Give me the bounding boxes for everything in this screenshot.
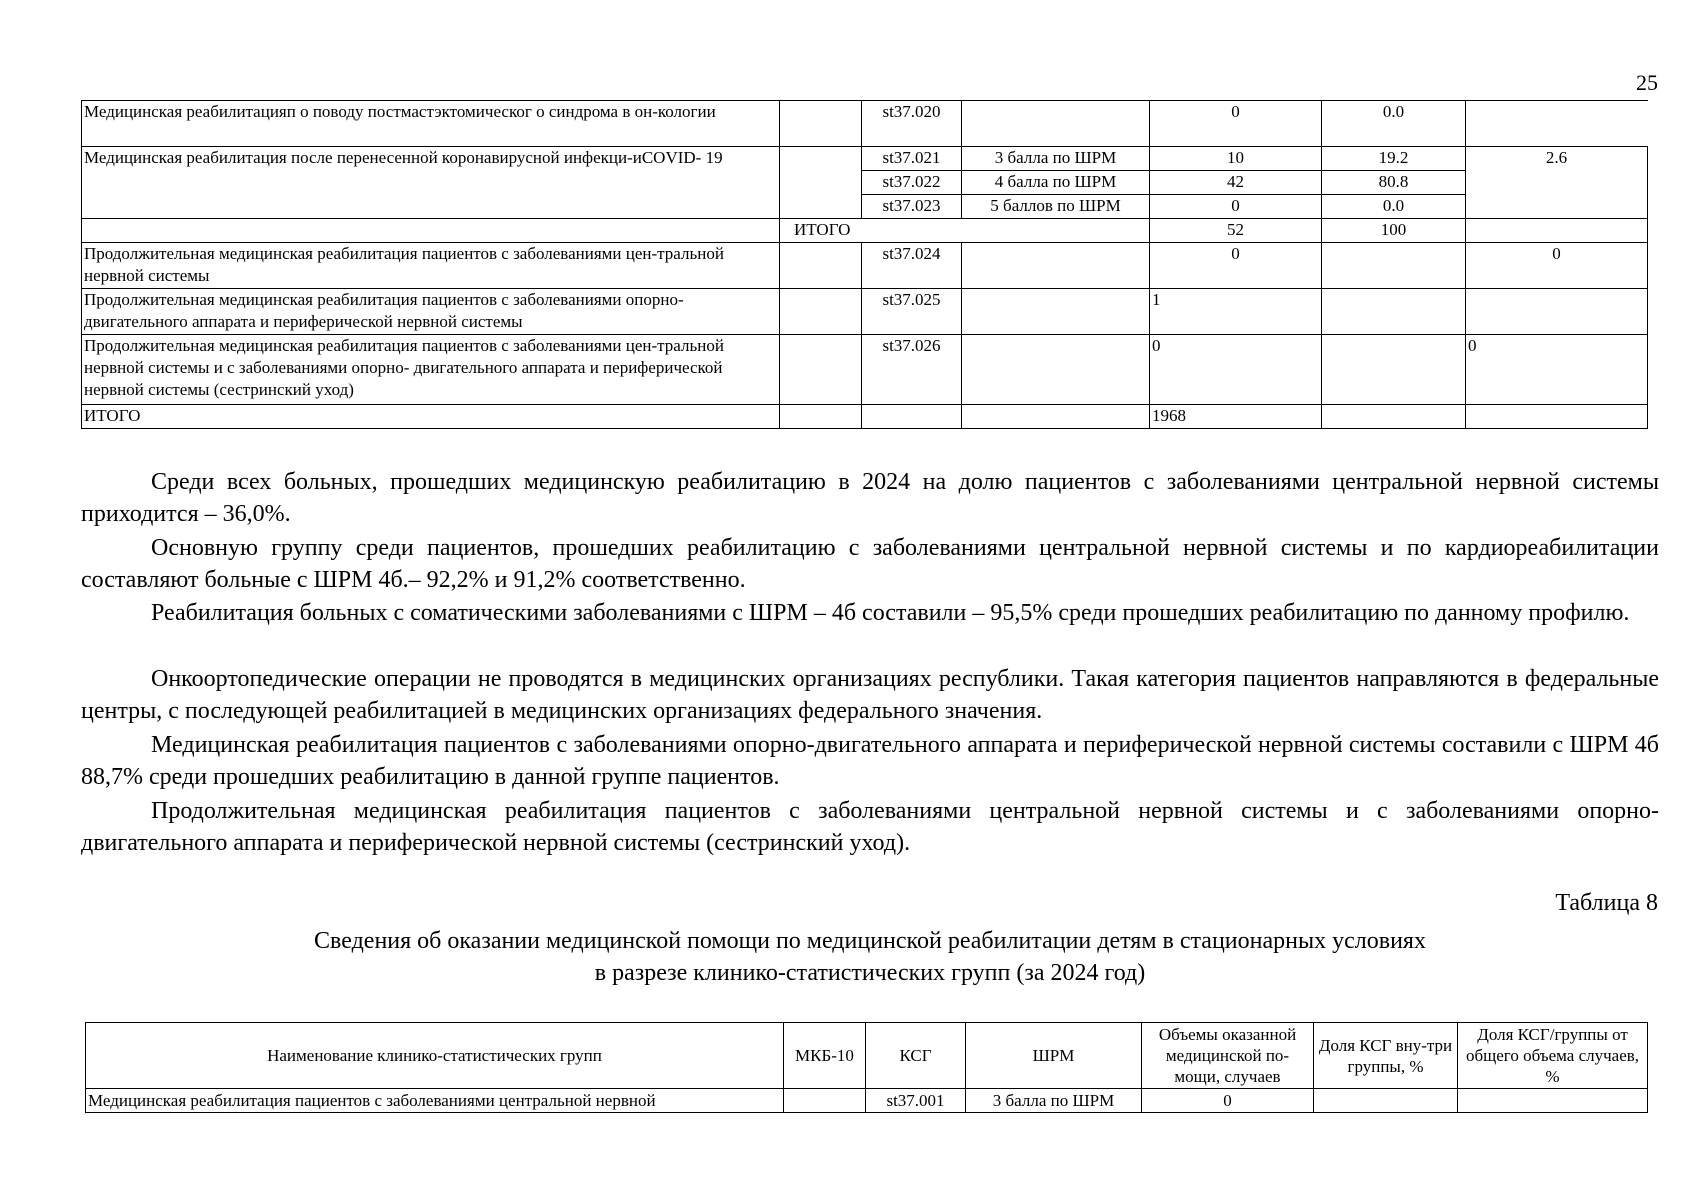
table-caption	[81, 925, 1659, 989]
share-cell	[1322, 335, 1466, 405]
mkb-cell	[780, 243, 862, 289]
paragraph: Онкоортопедические операции не проводятся в медицинских организациях республики. Такая категория пациентов направляются в федеральные центры, с последующей реабилитацией в медицинских организациях федерального значения.	[81, 666, 1659, 724]
share-cell: 0.0	[1322, 195, 1466, 219]
shrm-cell: 3 балла по ШРМ	[966, 1089, 1142, 1113]
ksg-cell: st37.001	[866, 1089, 966, 1113]
paragraph: Реабилитация больных с соматическими заболеваниями с ШРМ – 4б составили – 95,5% среди прошедших реабилитацию по данному профилю.	[151, 600, 1630, 626]
shrm-cell	[962, 335, 1150, 405]
mkb-cell	[780, 147, 862, 219]
table-row	[86, 1089, 1648, 1113]
table-label: Таблица 8	[1555, 890, 1658, 916]
total-share-cell: 2.6	[1466, 147, 1648, 219]
table-row	[82, 147, 1648, 171]
grand-total-label: ИТОГО	[82, 405, 780, 429]
header-share-total: Доля КСГ/группы от общего объема случаев, %	[1458, 1023, 1648, 1089]
shrm-cell	[962, 243, 1150, 289]
header-volume: Объемы оказанной медицинской по-мощи, случаев	[1142, 1023, 1314, 1089]
table-row	[82, 335, 1648, 405]
volume-cell: 52	[1150, 219, 1322, 243]
group-name-cell: Продолжительная медицинская реабилитация пациентов с заболеваниями цен-тральной нервной системы и с заболеваниями опорно- двигательного аппарата и периферической нервной системы (сестринский уход)	[82, 335, 780, 405]
table-row	[82, 405, 1648, 429]
volume-cell: 0	[1150, 243, 1322, 289]
share-cell	[1322, 243, 1466, 289]
table-row	[82, 219, 1648, 243]
caption-line: Сведения об оказании медицинской помощи по медицинской реабилитации детям в стационарных условиях	[314, 928, 1426, 954]
ksg-cell: st37.021	[862, 147, 962, 171]
shrm-cell	[962, 101, 1150, 147]
mkb-cell	[780, 101, 862, 147]
total-share-cell: 0	[1466, 335, 1648, 405]
total-share-cell: 0	[1466, 243, 1648, 289]
table-8	[85, 1022, 1648, 1113]
shrm-cell: 4 балла по ШРМ	[962, 171, 1150, 195]
total-share-cell	[1466, 101, 1648, 147]
ksg-cell: st37.023	[862, 195, 962, 219]
share-cell	[1322, 289, 1466, 335]
share-cell: 100	[1322, 219, 1466, 243]
table-row	[82, 289, 1648, 335]
header-share-in-group: Доля КСГ вну-три группы, %	[1314, 1023, 1458, 1089]
header-shrm: ШРМ	[966, 1023, 1142, 1089]
mkb-cell	[780, 289, 862, 335]
group-name-cell: Медицинская реабилитацияп о поводу постмастэктомическог о синдрома в он-кологии	[82, 101, 780, 147]
shrm-cell: 5 баллов по ШРМ	[962, 195, 1150, 219]
table-row	[82, 101, 1648, 147]
total-share-cell	[1466, 289, 1648, 335]
ksg-cell: st37.025	[862, 289, 962, 335]
table-header-row	[86, 1023, 1648, 1089]
ksg-cell: st37.020	[862, 101, 962, 147]
share-cell: 19.2	[1322, 147, 1466, 171]
grand-total-volume: 1968	[1150, 405, 1322, 429]
total-share-cell	[1458, 1089, 1648, 1113]
header-group-name: Наименование клинико-статистических групп	[86, 1023, 784, 1089]
share-cell: 80.8	[1322, 171, 1466, 195]
volume-cell: 1	[1150, 289, 1322, 335]
caption-line: в разрезе клинико-статистических групп (за 2024 год)	[594, 960, 1146, 986]
paragraph: Медицинская реабилитация пациентов с заболеваниями опорно-двигательного аппарата и периферической нервной системы составили с ШРМ 4б 88,7% среди прошедших реабилитацию в данной группе пациентов.	[81, 732, 1659, 790]
paragraph: Основную группу среди пациентов, прошедших реабилитацию с заболеваниями центральной нервной системы и по кардиореабилитации составляют больные с ШРМ 4б.– 92,2% и 91,2% соответственно.	[81, 535, 1659, 593]
volume-cell: 0	[1150, 101, 1322, 147]
ksg-cell: st37.024	[862, 243, 962, 289]
volume-cell: 0	[1150, 335, 1322, 405]
group-name-cell: Медицинская реабилитация после перенесенной коронавирусной инфекци-иCOVID- 19	[82, 147, 780, 219]
group-name-cell: Продолжительная медицинская реабилитация пациентов с заболеваниями цен-тральной нервной системы	[82, 243, 780, 289]
header-ksg: КСГ	[866, 1023, 966, 1089]
page-number: 25	[1636, 70, 1658, 95]
subtotal-label: ИТОГО	[780, 219, 1150, 243]
table-row	[82, 243, 1648, 289]
volume-cell: 0	[1142, 1089, 1314, 1113]
ksg-cell: st37.026	[862, 335, 962, 405]
mkb-cell	[784, 1089, 866, 1113]
group-name-cell: Медицинская реабилитация пациентов с заболеваниями центральной нервной	[86, 1089, 784, 1113]
volume-cell: 0	[1150, 195, 1322, 219]
shrm-cell	[962, 289, 1150, 335]
rehab-table-continuation	[81, 100, 1648, 429]
volume-cell: 10	[1150, 147, 1322, 171]
mkb-cell	[780, 335, 862, 405]
group-name-cell: Продолжительная медицинская реабилитация пациентов с заболеваниями опорно-двигательного аппарата и периферической нервной системы	[82, 289, 780, 335]
ksg-cell: st37.022	[862, 171, 962, 195]
volume-cell: 42	[1150, 171, 1322, 195]
share-cell: 0.0	[1322, 101, 1466, 147]
header-mkb: МКБ-10	[784, 1023, 866, 1089]
paragraph: Среди всех больных, прошедших медицинскую реабилитацию в 2024 на долю пациентов с заболеваниями центральной нервной системы приходится – 36,0%.	[81, 469, 1659, 527]
share-cell	[1314, 1089, 1458, 1113]
paragraph: Продолжительная медицинская реабилитация пациентов с заболеваниями центральной нервной системы и с заболеваниями опорно- двигательного аппарата и периферической нервной системы (сестринский уход).	[81, 798, 1659, 856]
shrm-cell: 3 балла по ШРМ	[962, 147, 1150, 171]
